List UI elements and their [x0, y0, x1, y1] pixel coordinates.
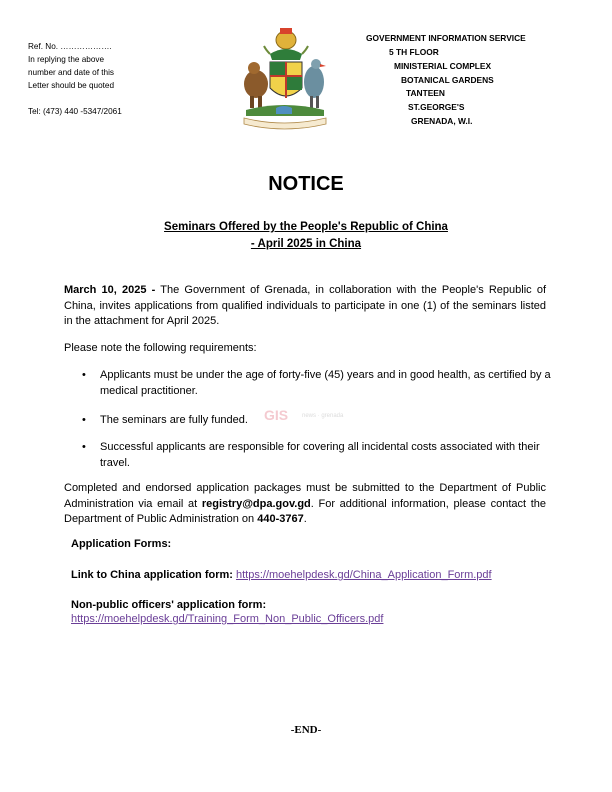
- nonpublic-form-label: Non-public officers' application form:: [71, 599, 267, 611]
- ref-note-line: number and date of this: [28, 68, 115, 77]
- requirement-text: Applicants must be under the age of forty-five (45) years and in good health, as certified by a medical practitioner.: [100, 369, 551, 397]
- subtitle-line-1: Seminars Offered by the People's Republic of China: [164, 221, 448, 233]
- end-marker: -END-: [290, 724, 322, 736]
- ref-number: Ref. No. ……………….: [28, 42, 112, 51]
- nonpublic-form-line: [71, 613, 383, 625]
- bullet-icon: •: [82, 414, 86, 426]
- contact-phone: 440-3767: [257, 513, 304, 525]
- nonpublic-form-link[interactable]: https://moehelpdesk.gd/Training_Form_Non_Public_Officers.pdf: [71, 613, 384, 625]
- application-forms-heading: Application Forms:: [71, 538, 172, 550]
- subtitle-line-2: - April 2025 in China: [250, 238, 362, 250]
- intro-text: The Government of Grenada, in collaboration with the People's Republic of China, invites applications from qualified individuals to participate in one (1) of the seminars listed in the attachment for April 2025.: [64, 284, 546, 327]
- address-line: GOVERNMENT INFORMATION SERVICE: [366, 33, 526, 43]
- address-line: GRENADA, W.I.: [411, 116, 473, 126]
- submission-email: registry@dpa.gov.gd: [201, 497, 311, 510]
- address-line: MINISTERIAL COMPLEX: [394, 61, 492, 71]
- ref-note-line: In replying the above: [28, 55, 105, 64]
- reference-block: [28, 40, 178, 118]
- watermark-logo: GIS: [264, 407, 289, 423]
- intro-date: March 10, 2025 -: [64, 284, 156, 296]
- closing-text: . For additional information, please contact the Department of Public Administration on: [64, 497, 546, 525]
- address-line: ST.GEORGE'S: [408, 102, 465, 112]
- watermark-tagline: news · grenada: [302, 413, 344, 419]
- intro-paragraph: [64, 283, 546, 330]
- watermark: [258, 403, 388, 431]
- closing-text: .: [303, 513, 307, 525]
- requirement-text: Successful applicants are responsible for covering all incidental costs associated with their travel.: [100, 441, 540, 469]
- bullet-icon: •: [82, 441, 86, 453]
- address-line: TANTEEN: [406, 88, 445, 98]
- china-form-link[interactable]: https://moehelpdesk.gd/China_Application_Form.pdf: [236, 569, 492, 581]
- telephone: Tel: (473) 440 -5347/2061: [28, 107, 122, 116]
- china-form-line: [71, 569, 492, 581]
- coat-of-arms-logo: [236, 24, 332, 136]
- requirements-intro: Please note the following requirements:: [64, 342, 257, 354]
- notice-title: NOTICE: [268, 173, 344, 195]
- closing-text: Completed and endorsed application packages must be submitted to the Department of Public Administration via email at: [64, 482, 546, 510]
- address-line: BOTANICAL GARDENS: [401, 75, 494, 85]
- requirement-text: The seminars are fully funded.: [100, 414, 248, 426]
- china-form-label: Link to China application form:: [71, 569, 236, 581]
- ref-note-line: Letter should be quoted: [28, 81, 115, 90]
- bullet-icon: •: [82, 369, 86, 381]
- closing-paragraph: [64, 481, 546, 528]
- address-line: 5 TH FLOOR: [389, 47, 439, 57]
